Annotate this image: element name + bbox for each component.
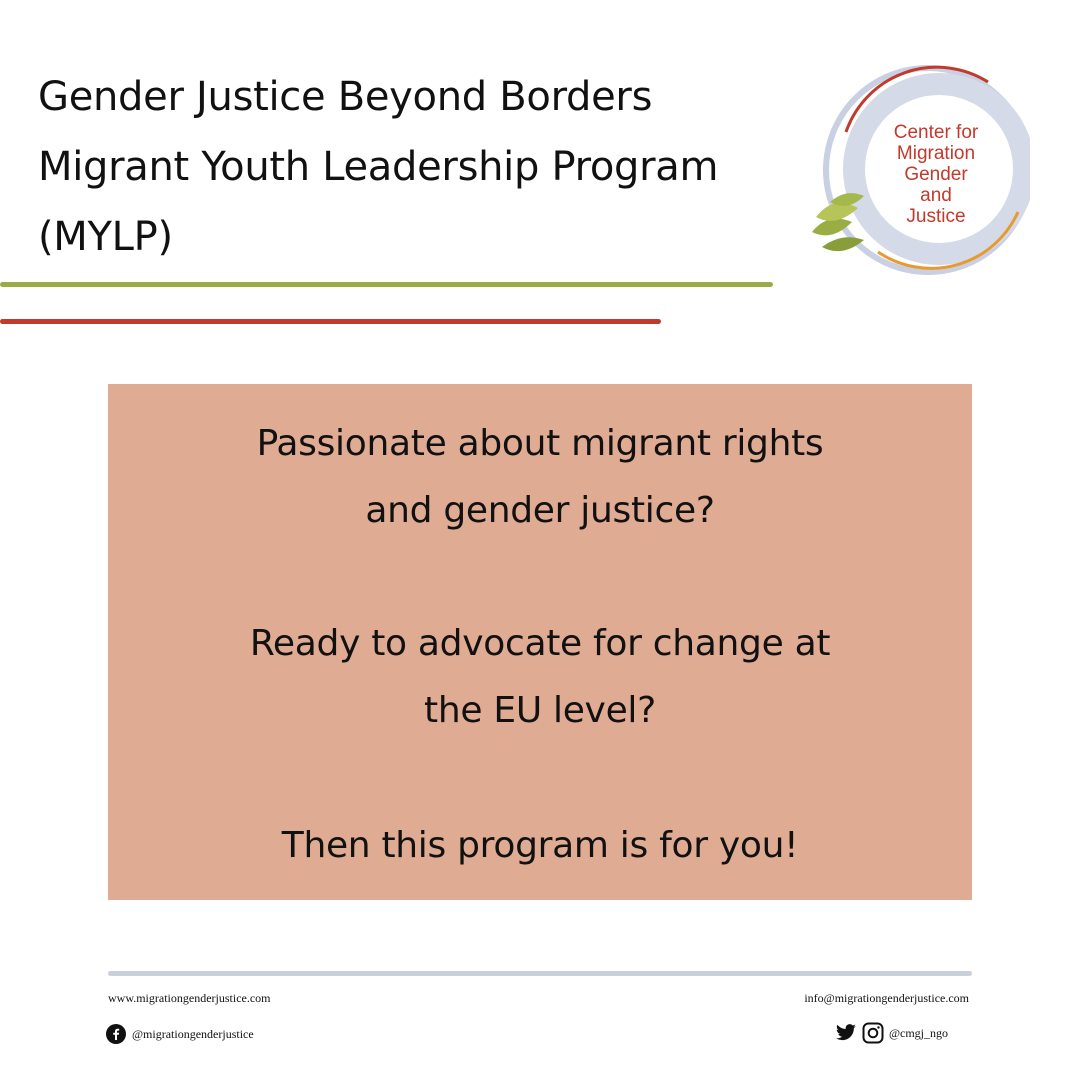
green-divider [0,282,773,287]
instagram-icon[interactable] [862,1022,884,1044]
question-2-line-1: Ready to advocate for change at [249,623,831,664]
logo-line-5: Justice [906,206,966,227]
social-handle: @cmgj_ngo [888,1025,948,1040]
email-link[interactable]: info@migrationgenderjustice.com [804,991,969,1005]
facebook-icon [106,1024,126,1044]
closing-text: Then this program is for you! [281,825,799,866]
facebook-handle: @migrationgenderjustice [132,1026,254,1041]
callout-box [108,384,972,900]
logo-line-2: Migration [896,143,976,164]
social-links[interactable] [835,1022,948,1044]
question-1-line-1: Passionate about migrant rights [256,423,824,464]
question-2 [108,610,972,744]
organization-logo [808,62,1030,284]
logo-line-3: Gender [904,164,968,185]
question-1 [108,410,972,544]
logo-text [866,122,1006,227]
logo-line-4: and [920,185,952,206]
facebook-link[interactable] [106,1024,254,1044]
question-1-line-2: and gender justice? [365,490,715,531]
logo-line-1: Center for [893,122,979,143]
question-2-line-2: the EU level? [424,690,656,731]
page-title [38,62,798,272]
title-line-2: Migrant Youth Leadership Program [38,144,719,190]
title-line-3: (MYLP) [38,214,173,260]
title-line-1: Gender Justice Beyond Borders [38,74,653,120]
website-link[interactable]: www.migrationgenderjustice.com [108,991,271,1005]
red-divider [0,319,661,324]
leaf-icon [812,193,864,251]
footer-divider [108,971,972,976]
twitter-icon[interactable] [835,1024,857,1042]
closing-line [108,812,972,879]
